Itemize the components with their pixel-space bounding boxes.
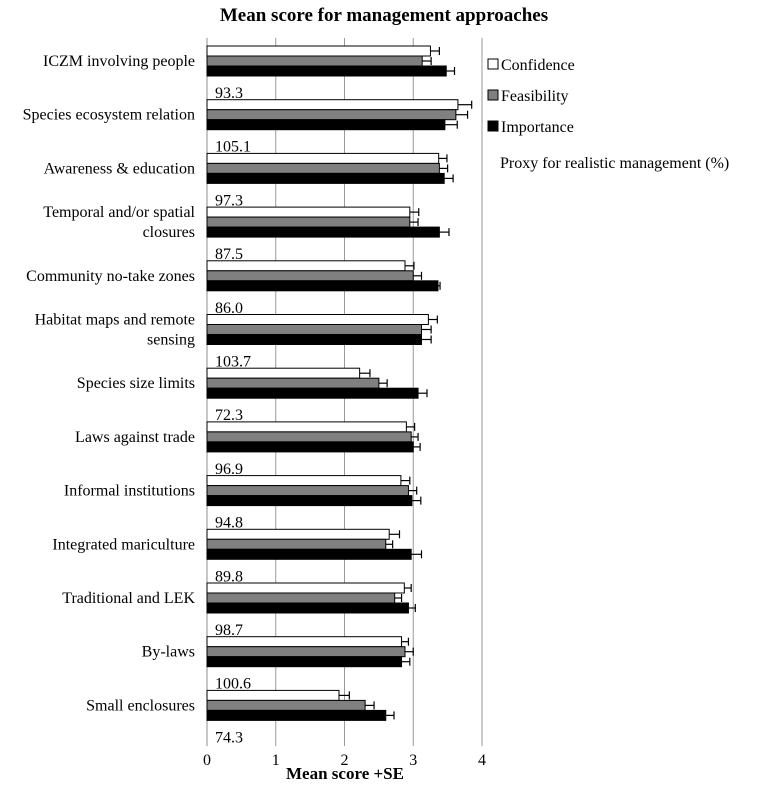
category-label xyxy=(43,53,195,70)
bar-importance xyxy=(207,549,411,559)
category-label-line: Species ecosystem relation xyxy=(22,106,195,124)
bar-feasibility xyxy=(207,217,410,227)
bar-feasibility xyxy=(207,56,422,66)
category-label-line: Community no-take zones xyxy=(26,267,195,285)
bar-importance xyxy=(207,227,439,237)
proxy-value: 100.6 xyxy=(215,675,251,693)
bar-feasibility xyxy=(207,647,405,657)
bar-feasibility xyxy=(207,593,395,603)
bar-importance xyxy=(207,281,438,291)
bar-feasibility xyxy=(207,486,408,496)
bar-importance xyxy=(207,173,444,183)
x-tick-label: 0 xyxy=(203,752,211,769)
proxy-value: 72.3 xyxy=(215,407,243,425)
category-label-line: Species size limits xyxy=(76,375,195,393)
bar-importance xyxy=(207,442,413,452)
category-label xyxy=(64,483,195,500)
proxy-value: 105.1 xyxy=(215,138,251,156)
category-label-line: Traditional and LEK xyxy=(62,590,195,607)
category-label xyxy=(62,590,195,607)
category-label xyxy=(86,697,195,714)
bar-feasibility xyxy=(207,163,439,173)
bar-importance xyxy=(207,120,445,130)
category-label-line: Habitat maps and remote xyxy=(34,311,195,329)
category-label-line: closures xyxy=(142,224,195,242)
bar-feasibility xyxy=(207,432,411,442)
legend-swatch-importance xyxy=(488,121,498,131)
bar-confidence xyxy=(207,46,430,56)
legend-label-confidence: Confidence xyxy=(501,57,575,74)
category-label-line: Integrated mariculture xyxy=(52,536,195,554)
legend xyxy=(488,57,575,136)
proxy-value: 97.3 xyxy=(215,192,243,210)
category-label-line: ICZM involving people xyxy=(43,53,195,70)
proxy-value: 74.3 xyxy=(215,729,243,747)
proxy-value: 86.0 xyxy=(215,299,243,317)
bar-importance xyxy=(207,710,386,720)
proxy-legend-label: Proxy for realistic management (%) xyxy=(500,155,730,172)
category-label-line: Informal institutions xyxy=(63,482,195,500)
category-label-line: Awareness & education xyxy=(43,160,195,178)
legend-swatch-confidence xyxy=(488,59,498,69)
proxy-value: 94.8 xyxy=(215,514,243,532)
legend-label-feasibility: Feasibility xyxy=(501,88,569,105)
proxy-value: 96.9 xyxy=(215,460,243,478)
x-tick-label: 4 xyxy=(478,752,486,769)
category-label xyxy=(52,536,195,553)
chart-title: Mean score for management approaches xyxy=(219,5,549,26)
proxy-value: 89.8 xyxy=(215,568,243,586)
x-tick-label: 2 xyxy=(340,752,349,769)
category-label xyxy=(23,107,195,124)
category-label xyxy=(75,429,195,446)
bar-importance xyxy=(207,603,408,613)
category-label xyxy=(26,268,195,285)
proxy-value: 98.7 xyxy=(215,622,243,639)
x-axis-label: Mean score +SE xyxy=(286,764,404,783)
proxy-value: 87.5 xyxy=(215,246,243,264)
category-label-line: Temporal and/or spatial xyxy=(43,204,195,222)
category-label xyxy=(44,160,195,177)
bar-feasibility xyxy=(207,539,386,549)
bar-feasibility xyxy=(207,325,422,335)
bar-importance xyxy=(207,657,402,667)
bar-confidence xyxy=(207,100,458,110)
bar-feasibility xyxy=(207,110,456,120)
legend-swatch-feasibility xyxy=(488,90,498,100)
proxy-value: 103.7 xyxy=(215,353,251,371)
x-tick-label: 3 xyxy=(409,752,418,769)
bar-importance xyxy=(207,388,418,398)
proxy-value: 93.3 xyxy=(215,85,243,102)
category-label xyxy=(142,644,195,661)
bar-feasibility xyxy=(207,700,365,710)
category-label xyxy=(77,375,195,392)
bar-feasibility xyxy=(207,271,413,281)
legend-label-importance: Importance xyxy=(501,119,574,136)
bar-importance xyxy=(207,335,422,345)
category-label-line: Small enclosures xyxy=(86,697,195,715)
category-label-line: By-laws xyxy=(141,643,195,661)
bar-importance xyxy=(207,66,446,76)
x-tick-label: 1 xyxy=(271,752,280,769)
category-label-line: Laws against trade xyxy=(75,428,195,446)
bar-importance xyxy=(207,496,412,506)
category-label-line: sensing xyxy=(147,331,195,349)
bar-feasibility xyxy=(207,378,379,388)
